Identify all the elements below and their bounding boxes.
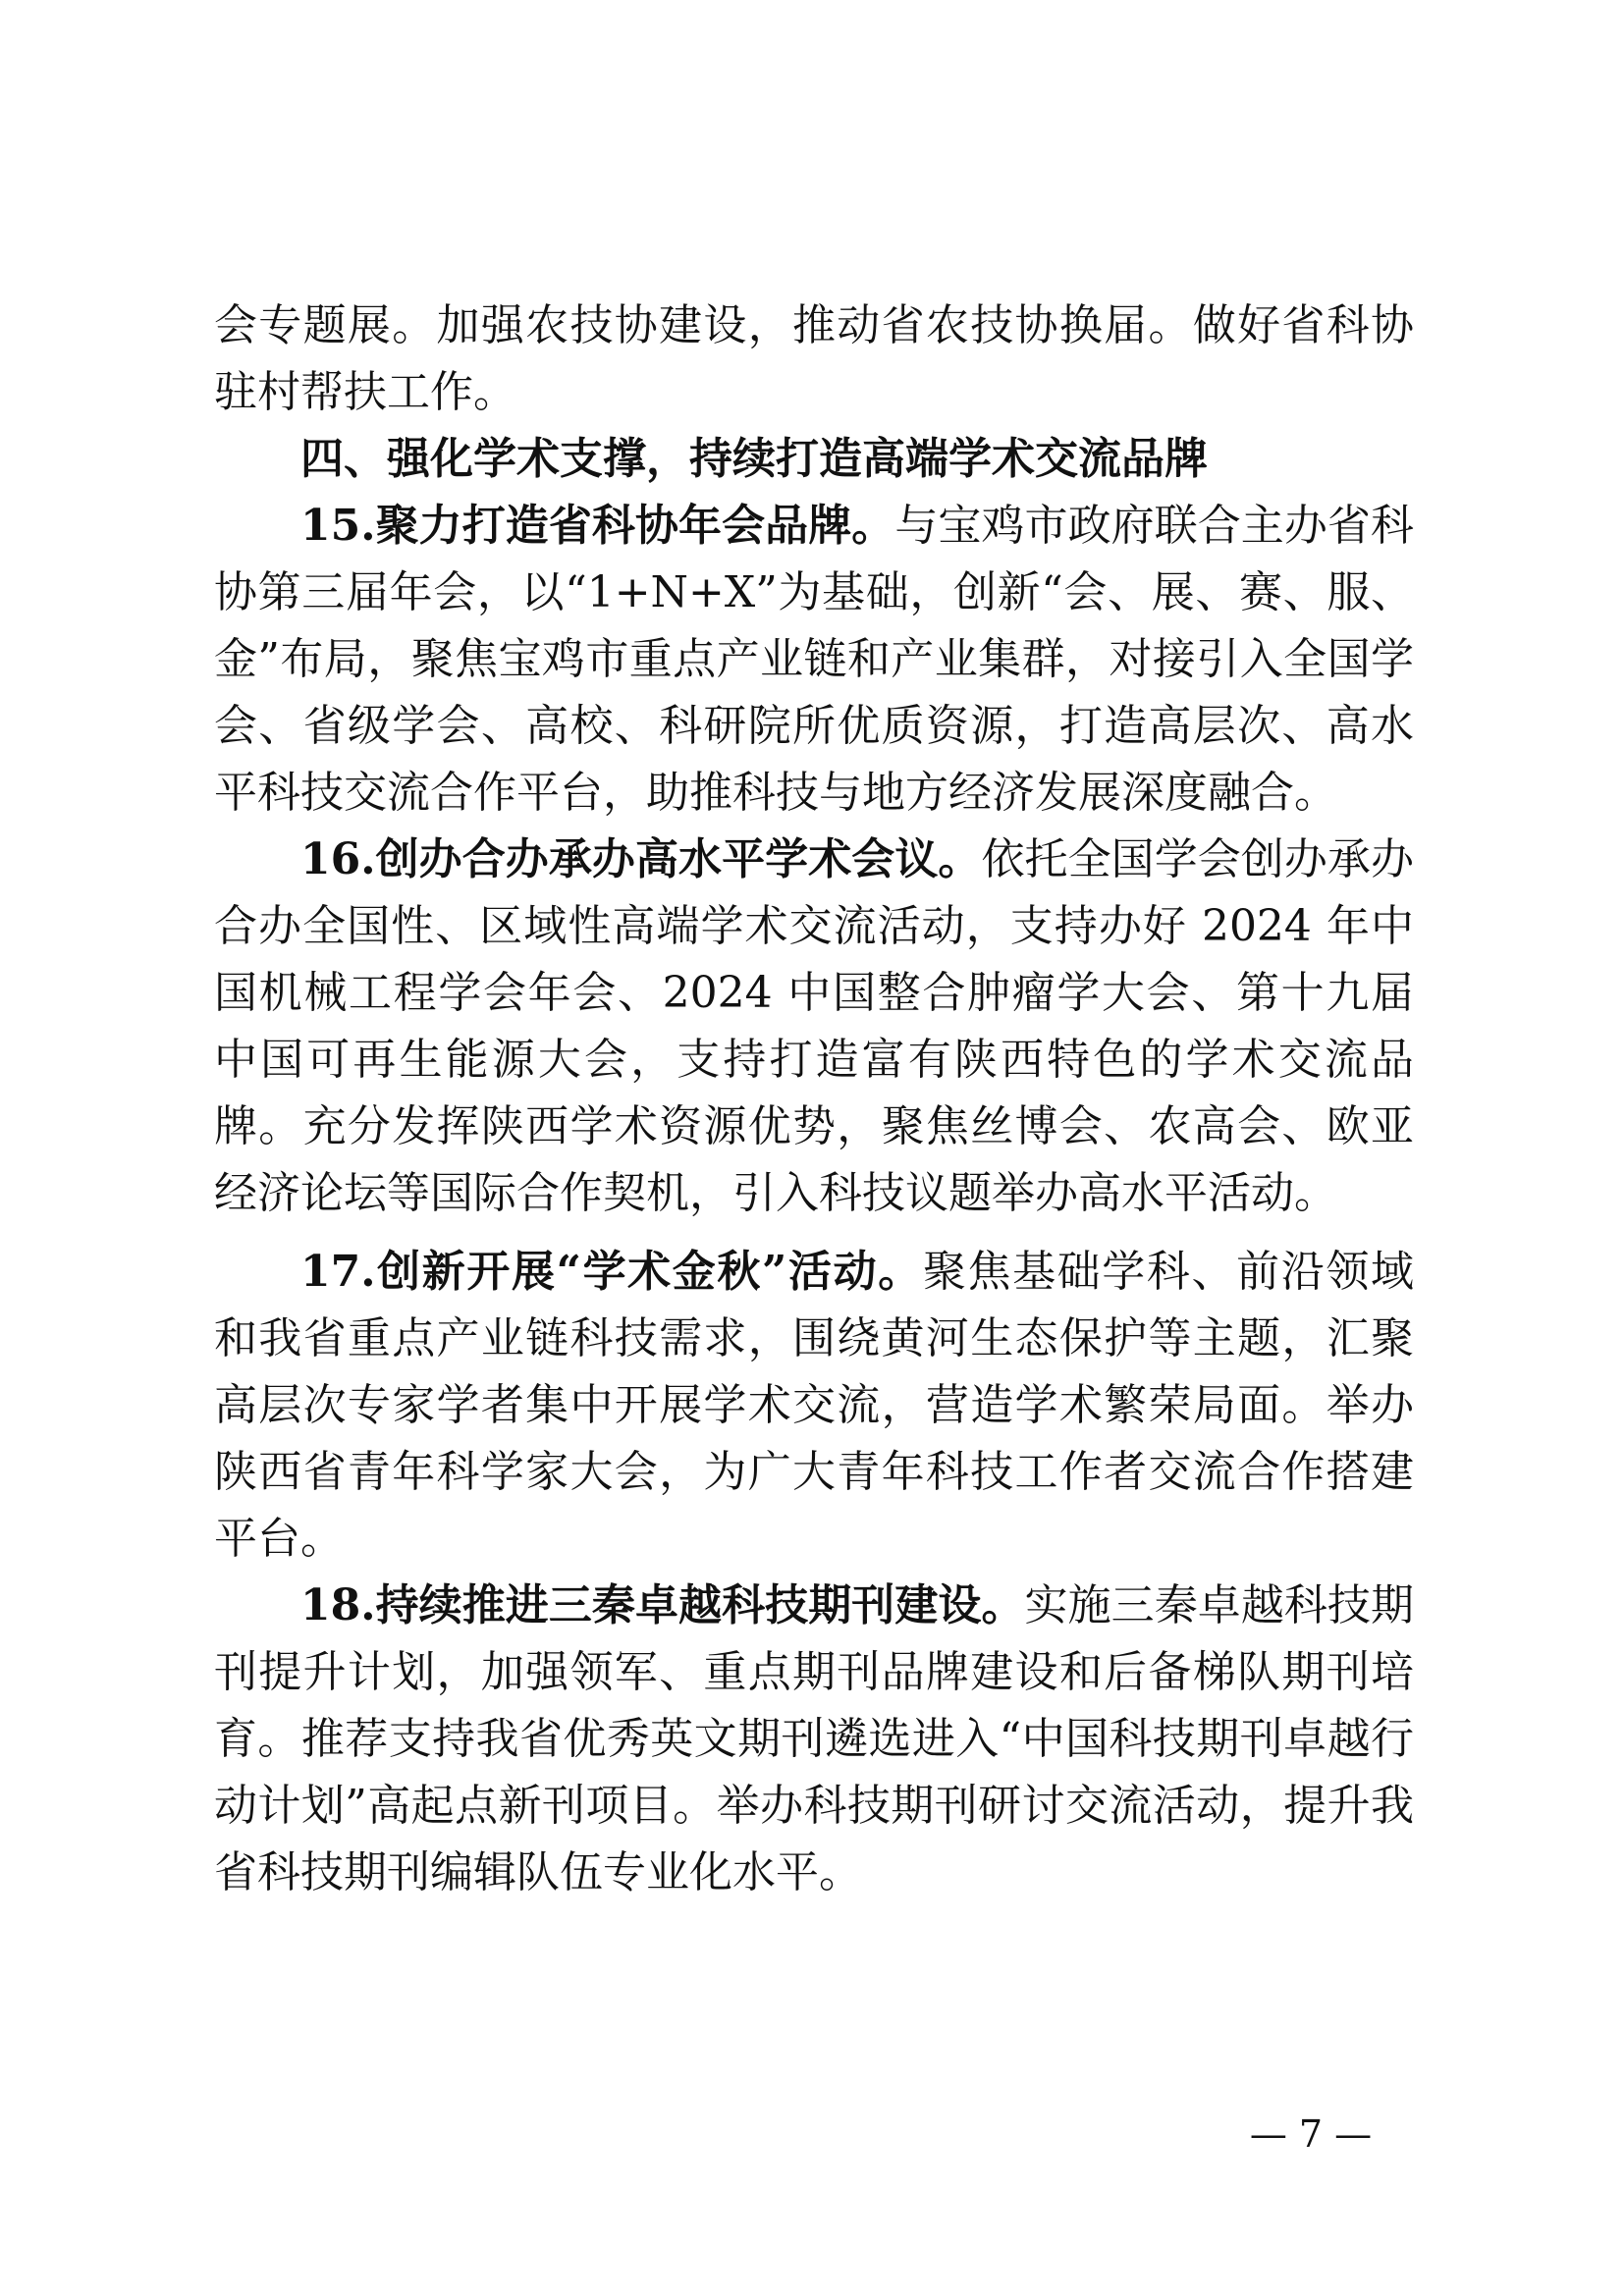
item-15-body: 与宝鸡市政府联合主办省科协第三届年会，以“1+N+X”为基础，创新“会、展、赛、服、金”布局，聚焦宝鸡市重点产业链和产业集群，对接引入全国学会、省级学会、高校、科研院所优质资源，打造高层次、高水平科技交流合作平台，助推科技与地方经济发展深度融合。 (214, 501, 1414, 818)
page-number: — 7 — (1249, 2112, 1373, 2156)
item-17-body: 聚焦基础学科、前沿领域和我省重点产业链科技需求，围绕黄河生态保护等主题，汇聚高层次专家学者集中开展学术交流，营造学术繁荣局面。举办陕西省青年科学家大会，为广大青年科技工作者交流合作搭建平台。 (214, 1247, 1415, 1564)
item-17-title: 17.创新开展“学术金秋”活动。 (300, 1247, 923, 1297)
continuation-paragraph: 会专题展。加强农技协建设，推动省农技协换届。做好省科协驻村帮扶工作。 (214, 300, 1414, 417)
item-16-body: 依托全国学会创办承办合办全国性、区域性高端学术交流活动，支持办好 2024 年中国机械工程学会年会、2024 中国整合肿瘤学大会、第十九届中国可再生能源大会，支持打造富有陕西特色的学术交流品牌。充分发挥陕西学术资源优势，聚焦丝博会、农高会、欧亚经济论坛等国际合作契机，引入科技议题举办高水平活动。 (214, 834, 1414, 1218)
item-16-title: 16.创办合办承办高水平学术会议。 (300, 834, 982, 884)
item-16-paragraph (214, 827, 1414, 1227)
item-15-paragraph (214, 493, 1414, 827)
item-18-body: 实施三秦卓越科技期刊提升计划，加强领军、重点期刊品牌建设和后备梯队期刊培育。推荐支持我省优秀英文期刊遴选进入“中国科技期刊卓越行动计划”高起点新刊项目。举办科技期刊研讨交流活动，提升我省科技期刊编辑队伍专业化水平。 (214, 1580, 1414, 1897)
item-17-paragraph (214, 1239, 1414, 1573)
item-18-title: 18.持续推进三秦卓越科技期刊建设。 (300, 1580, 1025, 1630)
document-body (214, 293, 1414, 1906)
item-18-paragraph (214, 1573, 1414, 1906)
section-heading: 四、强化学术支撑，持续打造高端学术交流品牌 (300, 434, 1208, 484)
item-15-title: 15.聚力打造省科协年会品牌。 (300, 501, 895, 551)
